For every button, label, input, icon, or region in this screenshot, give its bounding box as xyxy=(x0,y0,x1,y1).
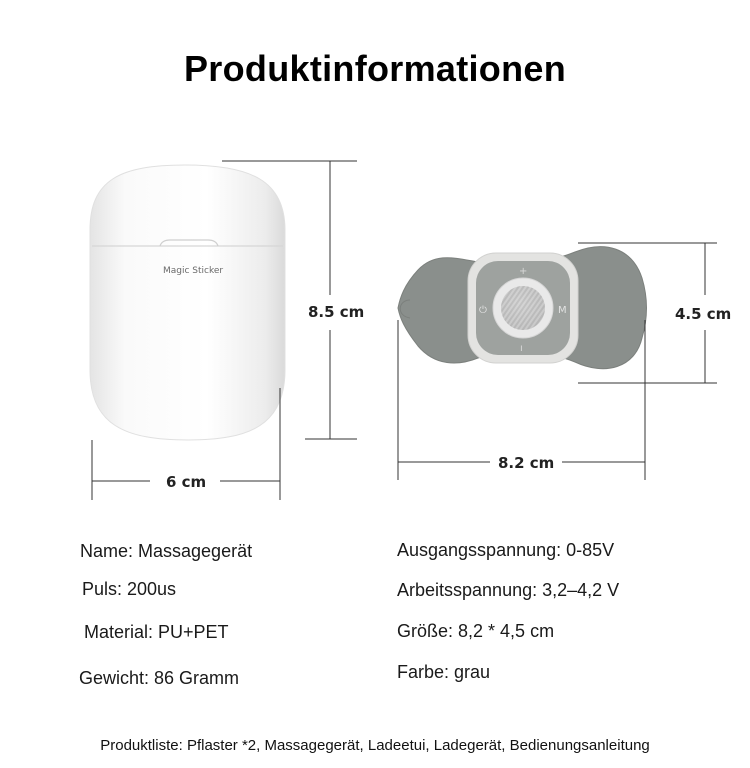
charging-case xyxy=(90,165,285,440)
plus-icon: + xyxy=(519,266,528,277)
spec-color: Farbe: grau xyxy=(397,662,491,682)
spec-pulse: Puls: 200us xyxy=(82,579,177,599)
spec-material: Material: PU+PET xyxy=(84,622,229,642)
mode-icon: M xyxy=(558,305,567,316)
massage-pad xyxy=(398,247,647,369)
page-title: Produktinformationen xyxy=(184,48,566,89)
pad-width-label: 8.2 cm xyxy=(492,454,560,472)
power-icon: ⏻ xyxy=(479,305,487,316)
spec-output-voltage: Ausgangsspannung: 0-85V xyxy=(397,540,615,560)
spec-size: Größe: 8,2 * 4,5 cm xyxy=(397,621,555,641)
case-height-label: 8.5 cm xyxy=(302,303,370,321)
pad-height-label: 4.5 cm xyxy=(669,305,737,323)
spec-weight: Gewicht: 86 Gramm xyxy=(79,668,240,688)
product-list-footer: Produktliste: Pflaster *2, Massagegerät, Ladeetui, Ladegerät, Bedienungsanleitung xyxy=(100,737,650,754)
minus-icon: ı xyxy=(520,343,523,354)
case-body xyxy=(90,165,285,440)
product-figures xyxy=(0,140,750,520)
case-width-label: 6 cm xyxy=(160,473,212,491)
case-brand-text: Magic Sticker xyxy=(163,266,224,276)
spec-working-voltage: Arbeitsspannung: 3,2–4,2 V xyxy=(397,580,620,600)
product-illustration xyxy=(0,140,750,520)
spec-name: Name: Massagegerät xyxy=(80,541,253,561)
